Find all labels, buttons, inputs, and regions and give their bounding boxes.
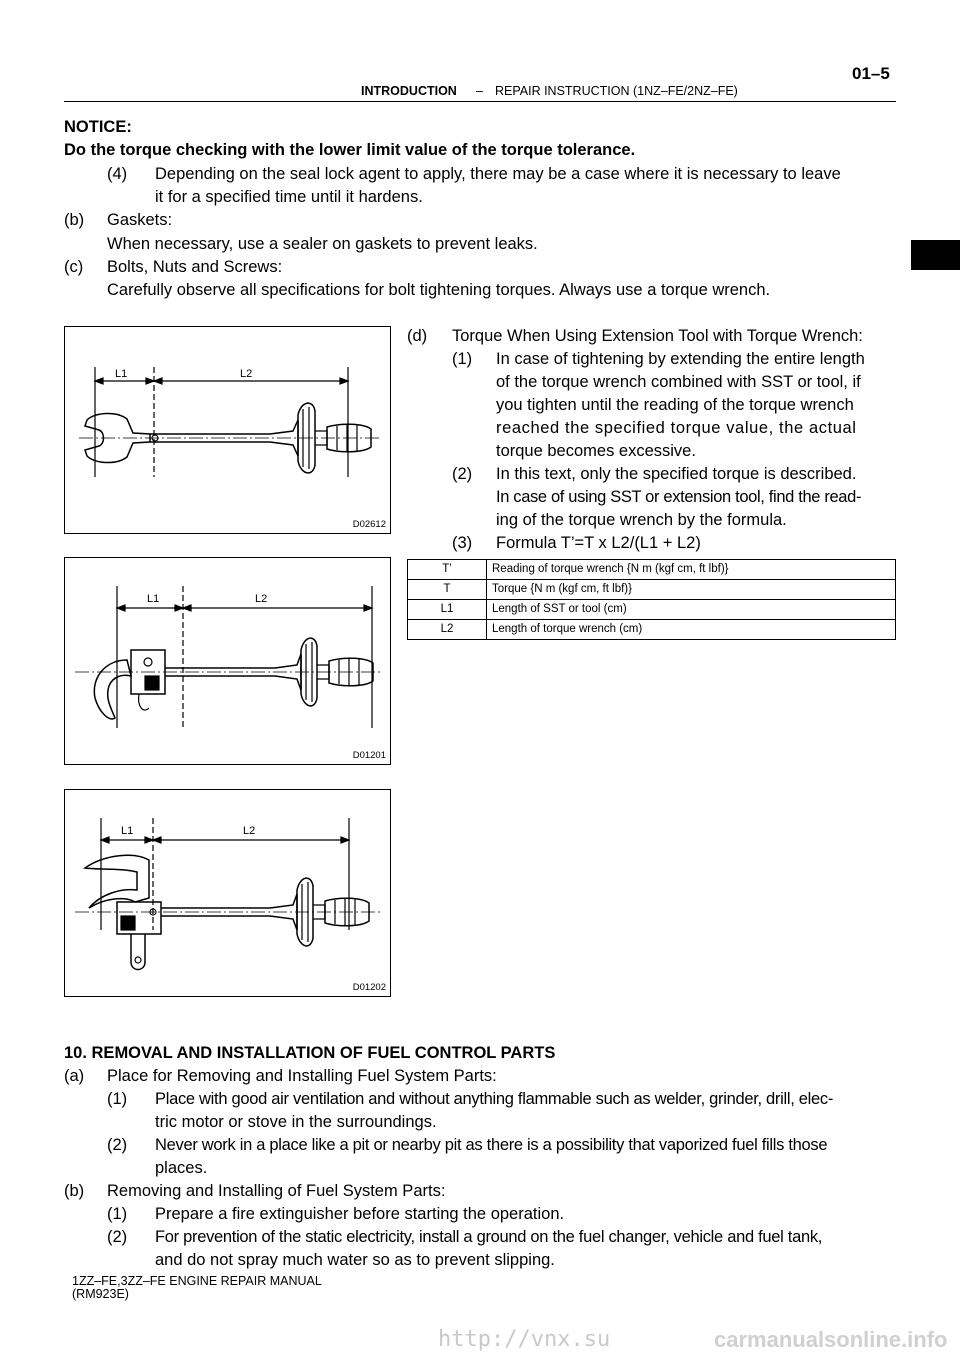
formula: Formula T’=T x L2/(L1 + L2) [496,534,701,552]
item-c-num: (c) [64,258,84,276]
item-d-title: Torque When Using Extension Tool with Torque Wrench: [452,327,863,345]
section-10-title: 10. REMOVAL AND INSTALLATION OF FUEL CONTROL PARTS [64,1044,556,1062]
dim-label-l1: L1 [147,593,160,605]
watermark-left[interactable]: http://vnx.su [438,1327,611,1352]
item-d1-line: torque becomes excessive. [496,442,696,460]
watermark-right[interactable]: carmanualsonline.info [714,1327,948,1352]
item-d2-line: In this text, only the specified torque is described. [496,465,857,483]
item-d2-line: ing of the torque wrench by the formula. [496,511,787,529]
section-10a-title: Place for Removing and Installing Fuel System Parts: [107,1067,497,1085]
section-10a1-line1: Place with good air ventilation and without anything flammable such as welder, grinder, drill, elec- [155,1090,834,1108]
item-d3-num: (3) [452,534,473,552]
header-subtitle: REPAIR INSTRUCTION (1NZ–FE/2NZ–FE) [495,84,738,98]
item-d1-line: of the torque wrench combined with SST or tool, if [496,373,861,391]
item-c-text: Carefully observe all specifications for bolt tightening torques. Always use a torque wrench. [107,281,771,299]
dim-label-l2: L2 [243,825,256,837]
page-number: 01–5 [852,64,890,83]
figure-id: D01202 [352,982,386,993]
table-description: Length of SST or tool (cm) [487,600,896,620]
header-section: INTRODUCTION [361,84,457,98]
wrench-illustration [65,790,390,996]
notice-text: Do the torque checking with the lower limit value of the torque tolerance. [64,141,636,159]
item-c-title: Bolts, Nuts and Screws: [107,258,283,276]
notice-title: NOTICE: [64,118,132,136]
item-a4-line1: Depending on the seal lock agent to apply, there may be a case where it is necessary to leave [155,165,841,183]
item-d-num: (d) [407,327,428,345]
item-b-text: When necessary, use a sealer on gaskets to prevent leaks. [107,235,538,253]
dim-label-l1: L1 [121,825,134,837]
table-row [408,600,896,620]
dim-label-l1: L1 [115,368,128,380]
section-10b2-line2: and do not spray much water so as to prevent slipping. [155,1251,555,1269]
item-a4-line2: it for a specified time until it hardens. [155,188,423,206]
table-symbol: T’ [408,560,487,580]
section-10a2-line1: Never work in a place like a pit or nearby pit as there is a possibility that vaporized fuel fills those [155,1136,828,1154]
footer-manual-code: (RM923E) [72,1287,129,1301]
figure-adjustable-wrench [64,789,391,997]
section-tab-marker [911,240,960,270]
item-d1-num: (1) [452,350,473,368]
section-10b-num: (b) [64,1182,85,1200]
section-10b-title: Removing and Installing of Fuel System Parts: [107,1182,446,1200]
section-10b2-line1: For prevention of the static electricity, install a ground on the fuel changer, vehicle and fuel tank, [155,1228,823,1246]
dim-label-l2: L2 [255,593,268,605]
table-symbol: L1 [408,600,487,620]
item-d2-line: In case of using SST or extension tool, find the read- [496,488,862,506]
item-a4-num: (4) [107,165,128,183]
section-10a2-line2: places. [155,1159,208,1177]
header-separator: – [476,84,483,98]
table-row [408,560,896,580]
dim-label-l2: L2 [240,368,253,380]
table-row [408,580,896,600]
section-10a1-num: (1) [107,1090,128,1108]
footer-manual-title: 1ZZ–FE,3ZZ–FE ENGINE REPAIR MANUAL [72,1274,322,1288]
section-10a-num: (a) [64,1067,85,1085]
wrench-illustration [65,558,390,764]
table-description: Length of torque wrench (cm) [487,620,896,640]
wrench-illustration [65,327,390,533]
section-10a2-num: (2) [107,1136,128,1154]
figure-id: D01201 [352,750,386,761]
table-symbol: T [408,580,487,600]
header-rule [64,101,896,102]
item-d1-line: In case of tightening by extending the entire length [496,350,865,368]
table-description: Reading of torque wrench {N m (kgf cm, ft lbf)} [487,560,896,580]
section-10b2-num: (2) [107,1228,128,1246]
table-description: Torque {N m (kgf cm, ft lbf)} [487,580,896,600]
section-10a1-line2: tric motor or stove in the surroundings. [155,1113,437,1131]
item-d1-line: reached the specified torque value, the actual [496,419,857,437]
figure-id: D02612 [352,519,386,530]
item-d2-num: (2) [452,465,473,483]
item-b-num: (b) [64,211,85,229]
figure-claw-wrench [64,557,391,765]
figure-open-end-wrench [64,326,391,534]
table-symbol: L2 [408,620,487,640]
table-row [408,620,896,640]
item-d1-line: you tighten until the reading of the torque wrench [496,396,854,414]
section-10b1-num: (1) [107,1205,128,1223]
item-b-title: Gaskets: [107,211,173,229]
torque-symbol-table [407,559,896,640]
section-10b1-line1: Prepare a fire extinguisher before starting the operation. [155,1205,565,1223]
